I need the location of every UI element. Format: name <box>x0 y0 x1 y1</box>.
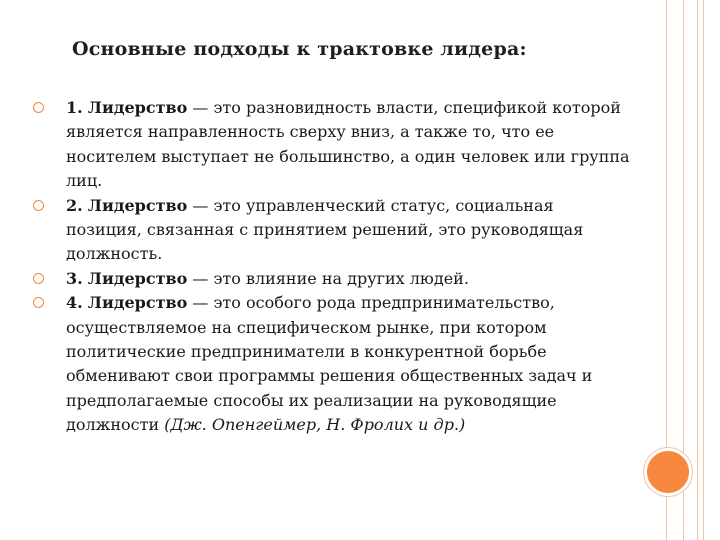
item-number: 1. <box>66 98 83 117</box>
list-item <box>33 291 633 437</box>
item-text: — это особого рода предпринимательство, осуществляемое на специфическом рынке, при котором политические предприниматели в конкурентной борьбе обменивают свои программы решения общественных задач и предполагаемые способы их реализации на руководящие должности <box>66 293 593 435</box>
item-text: — это влияние на других людей. <box>187 268 469 288</box>
item-term: Лидерство <box>87 98 188 117</box>
item-number: 3. <box>66 268 83 288</box>
list-item <box>33 96 633 194</box>
list-item <box>33 194 633 267</box>
decorative-line <box>703 0 704 540</box>
item-number: 4. <box>66 293 83 313</box>
item-number: 2. <box>66 195 83 215</box>
item-source: (Дж. Опенгеймер, Н. Фролих и др.) <box>164 415 466 435</box>
decorative-line <box>697 0 698 540</box>
circle-bullet-icon <box>33 200 44 211</box>
item-term: Лидерство <box>87 195 188 215</box>
bullet-list <box>33 96 633 438</box>
circle-bullet-icon <box>33 102 44 113</box>
circle-bullet-icon <box>33 273 44 284</box>
slide-title: Основные подходы к трактовке лидера: <box>72 38 527 60</box>
item-text: — это управленческий статус, социальная позиция, связанная с принятием решений, это руководящая должность. <box>66 195 584 264</box>
item-text: — это разновидность власти, спецификой которой является направленность сверху вниз, а также то, что ее носителем выступает не большинство, а один человек или группа лиц. <box>66 98 630 191</box>
list-item <box>33 267 633 291</box>
item-term: Лидерство <box>87 293 188 313</box>
item-term: Лидерство <box>87 268 188 288</box>
circle-bullet-icon <box>33 297 44 308</box>
decorative-circle <box>644 448 692 496</box>
